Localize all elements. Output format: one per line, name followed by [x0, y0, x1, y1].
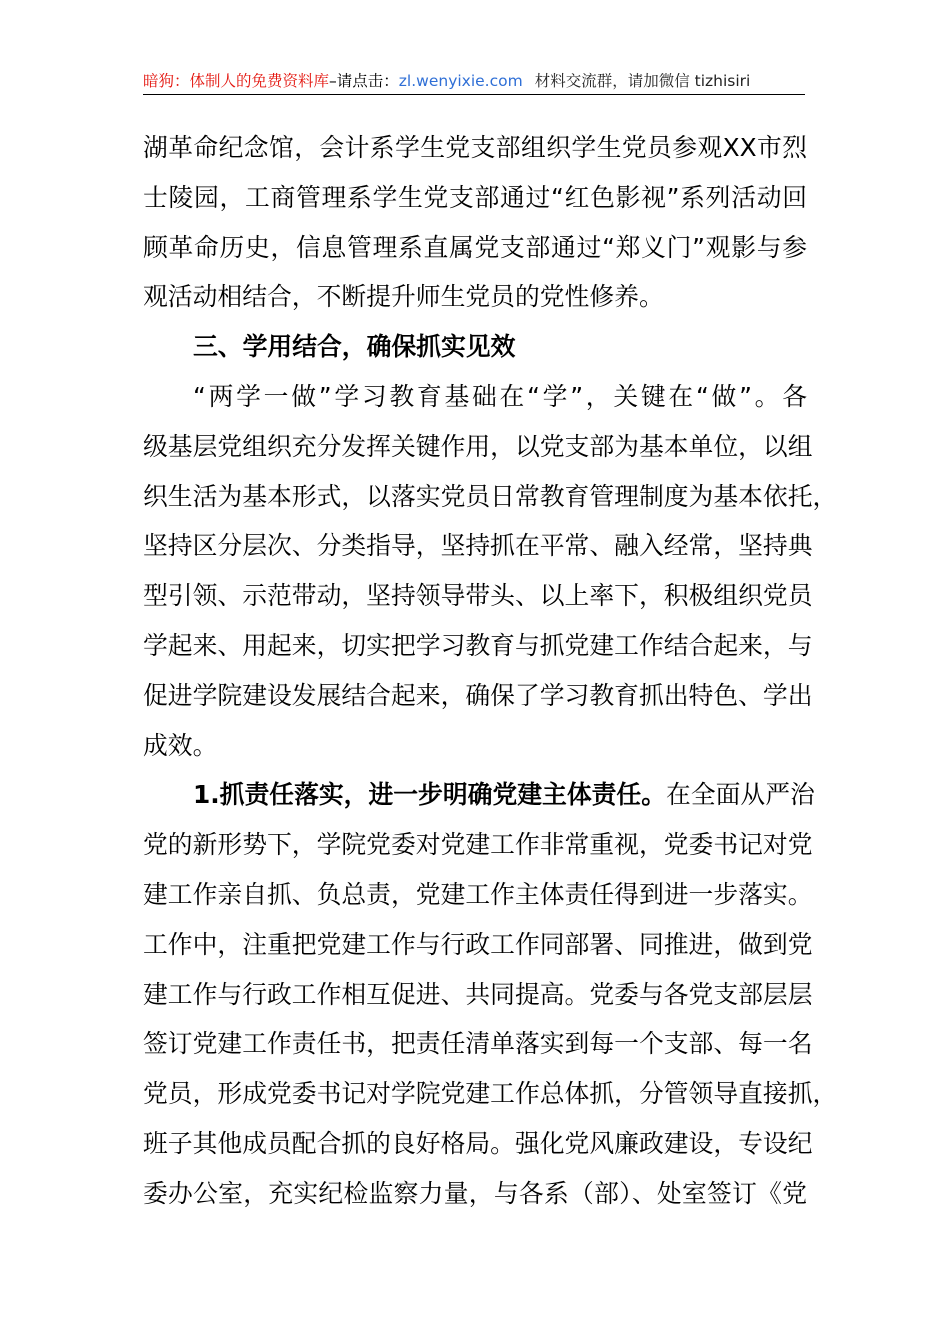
text-line: 观活动相结合，不断提升师生党员的党性修养。 [143, 282, 664, 312]
text-line: 学起来、用起来，切实把学习教育与抓党建工作结合起来，与 [143, 630, 813, 660]
text-line: 班子其他成员配合抓的良好格局。强化党风廉政建设，专设纪 [143, 1128, 813, 1158]
text-line: 型引领、示范带动，坚持领导带头、以上率下，积极组织党员 [143, 581, 813, 611]
header-click-prompt: –请点击： [329, 72, 399, 90]
text-line: “两学一做”学习教育基础在“学”，关键在“做”。各 [193, 381, 807, 411]
header-divider [143, 94, 805, 95]
text-line: 建工作与行政工作相互促进、共同提高。党委与各党支部层层 [143, 979, 813, 1009]
header-link[interactable]: zl.wenyixie.com [398, 72, 523, 90]
section-heading [143, 322, 807, 372]
text-line: 建工作亲自抓、负总责，党建工作主体责任得到进一步落实。 [143, 879, 813, 909]
subheading-bold: 1.抓责任落实，进一步明确党建主体责任。 [193, 780, 667, 810]
text-line: 坚持区分层次、分类指导，坚持抓在平常、融入经常，坚持典 [143, 531, 813, 561]
text-line: 成效。 [143, 730, 218, 760]
header-contact: 材料交流群，请加微信 tizhisiri [534, 72, 751, 90]
text-line: 党的新形势下，学院党委对党建工作非常重视，党委书记对党 [143, 830, 813, 860]
heading-text: 三、学用结合，确保抓实见效 [193, 332, 516, 362]
text-line: 顾革命历史，信息管理系直属党支部通过“郑义门”观影与参 [143, 232, 807, 262]
text-line: 织生活为基本形式，以落实党员日常教育管理制度为基本依托， [143, 481, 838, 511]
document-body [143, 123, 838, 1219]
text-line: 工作中，注重把党建工作与行政工作同部署、同推进，做到党 [143, 929, 813, 959]
text-line: 湖革命纪念馆，会计系学生党支部组织学生党员参观XX市烈 [143, 133, 807, 162]
text-line: 党员，形成党委书记对学院党建工作总体抓，分管领导直接抓， [143, 1079, 838, 1109]
text-line: 级基层党组织充分发挥关键作用，以党支部为基本单位，以组 [143, 431, 813, 461]
header-site-name: 暗狗：体制人的免费资料库 [143, 72, 330, 90]
text-run: 在全面从严治 [666, 780, 815, 810]
text-line: 促进学院建设发展结合起来，确保了学习教育抓出特色、学出 [143, 680, 813, 710]
text-line: 委办公室，充实纪检监察力量，与各系（部）、处室签订《党 [143, 1178, 807, 1208]
text-line: 签订党建工作责任书，把责任清单落实到每一个支部、每一名 [143, 1029, 813, 1059]
paragraph-responsibility [143, 770, 838, 1218]
paragraph-study-and-practice [143, 372, 838, 770]
page-header [143, 68, 805, 94]
text-line [143, 770, 815, 820]
text-line: 士陵园，工商管理系学生党支部通过“红色影视”系列活动回 [143, 182, 807, 212]
paragraph-continued [143, 123, 807, 322]
